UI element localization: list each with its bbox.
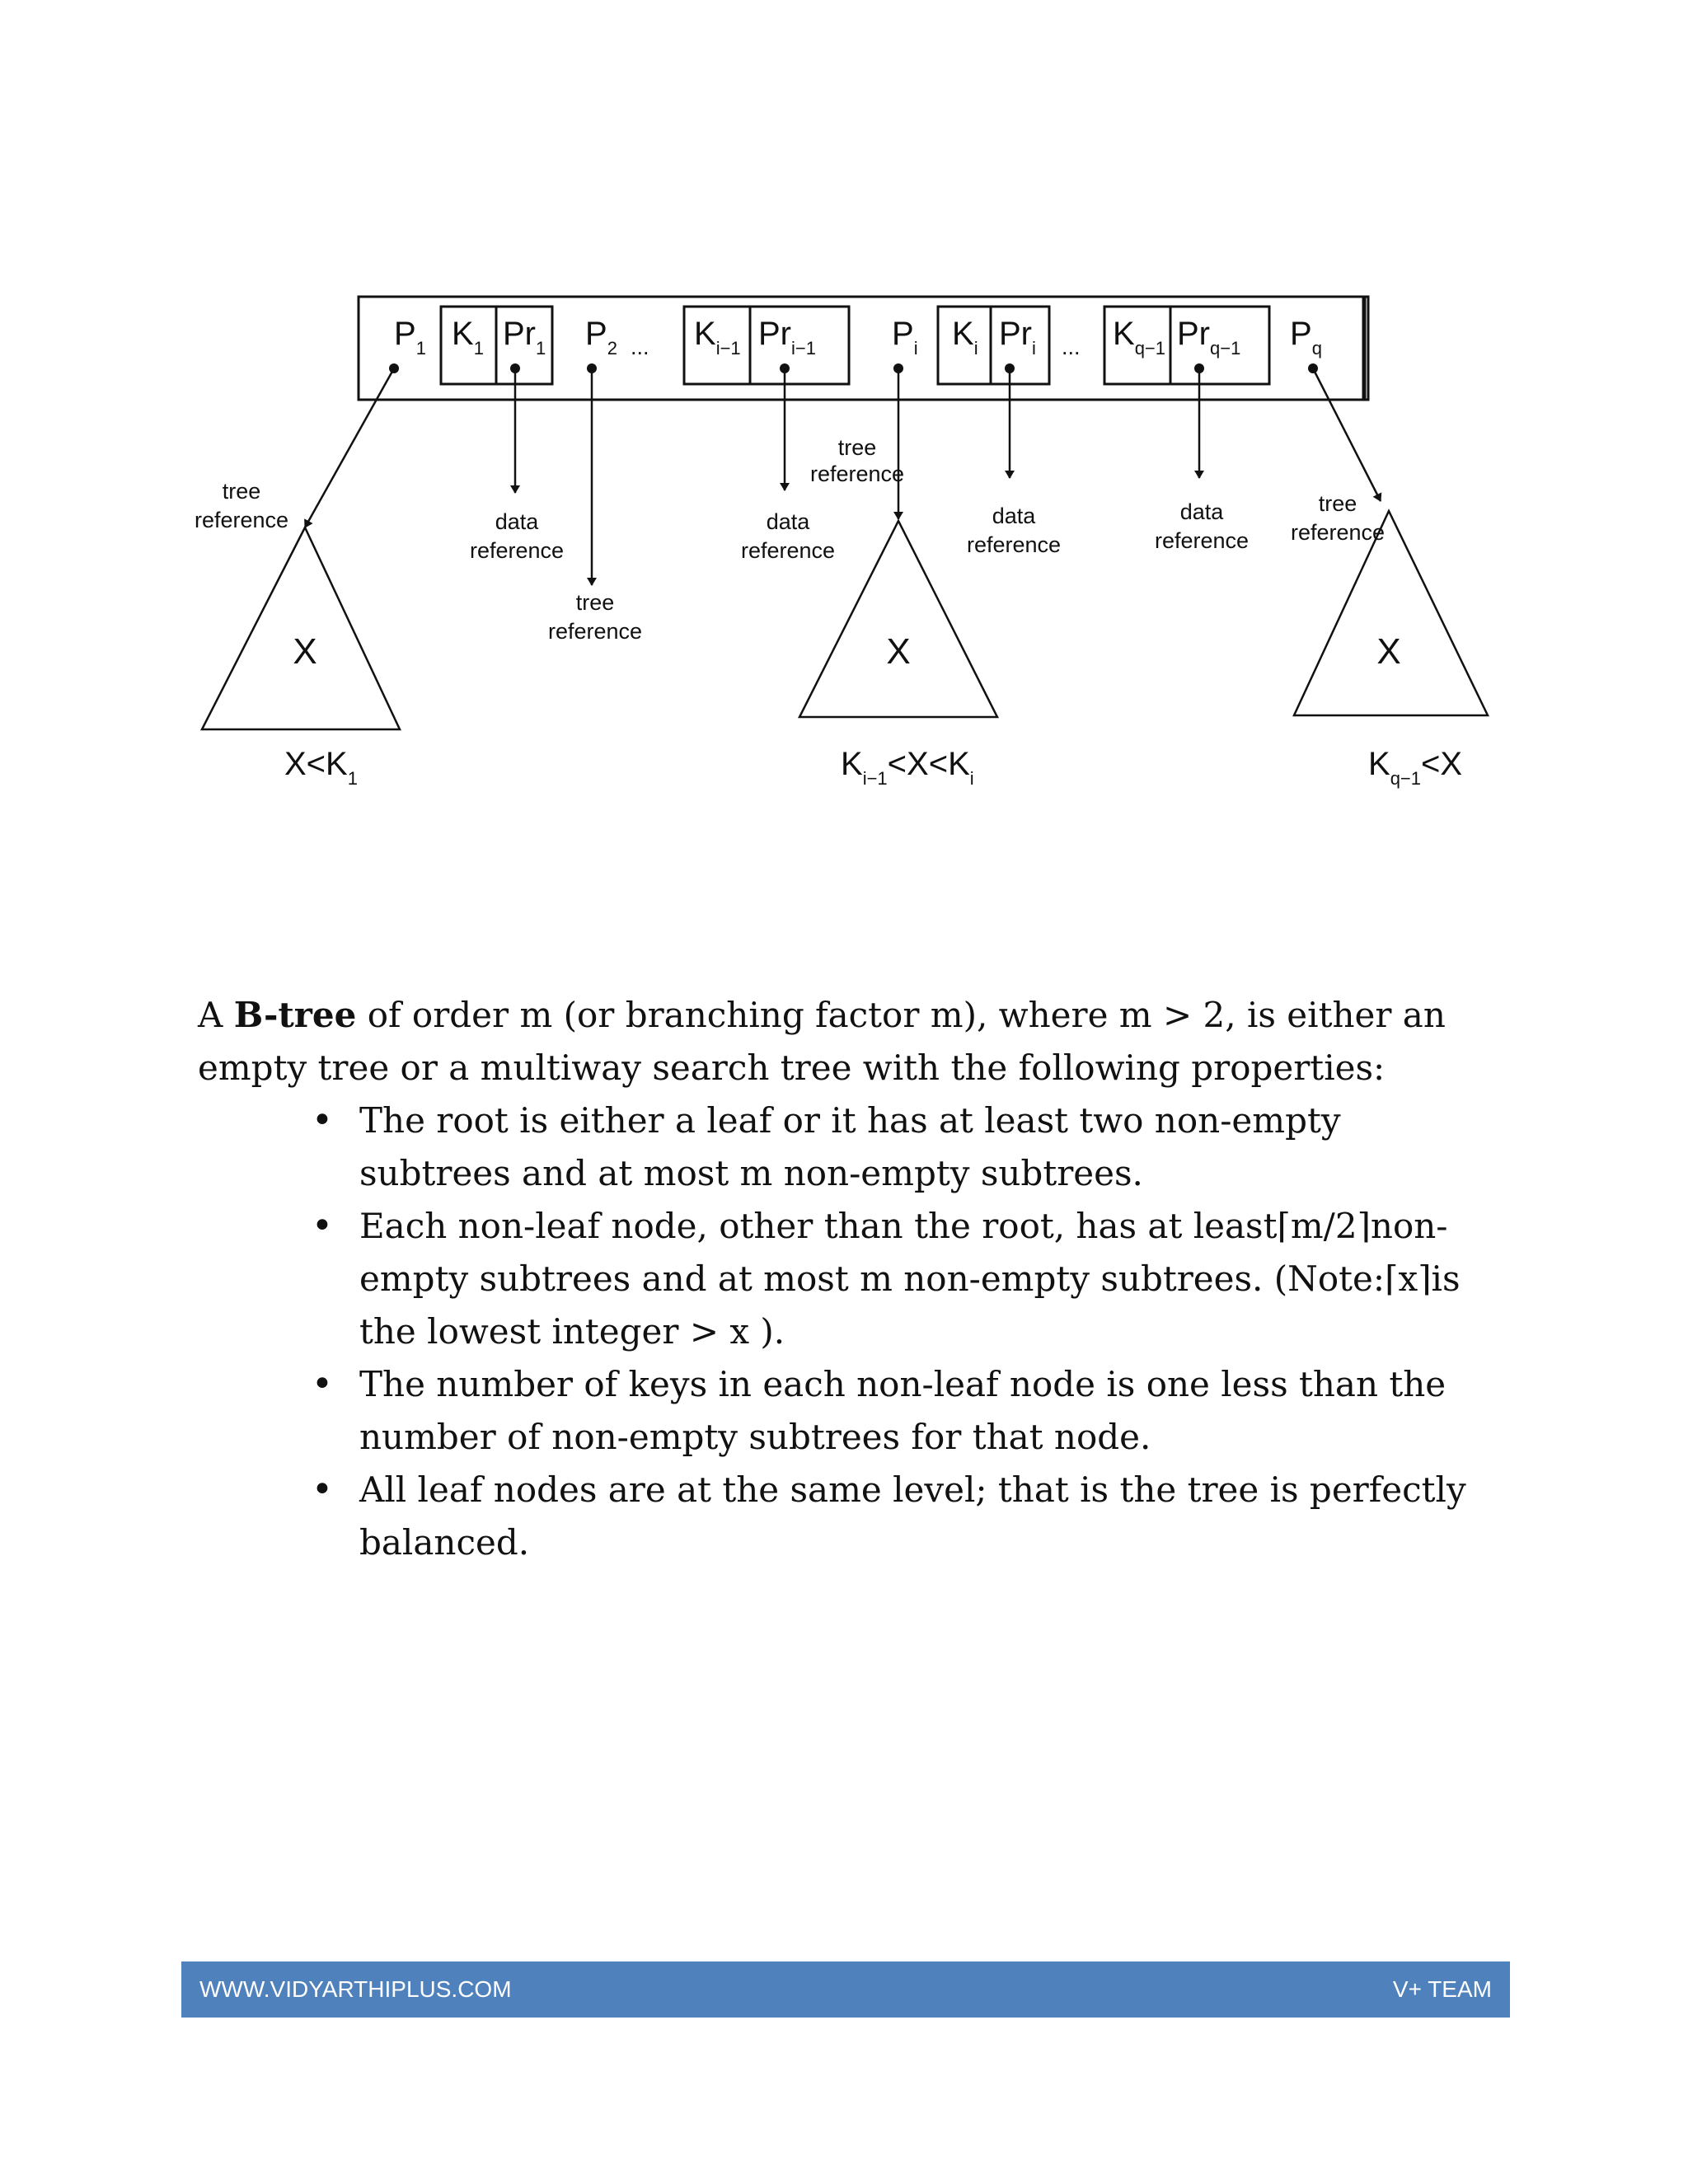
- label-data-4: data: [1179, 499, 1224, 524]
- label-reference-pi: reference: [809, 462, 905, 486]
- label-reference-right: reference: [1290, 520, 1386, 545]
- subtree-left-x: X: [293, 631, 317, 672]
- field-ki: $K_i$: [952, 316, 978, 359]
- label-tree-p2: tree: [575, 590, 615, 615]
- definition-intro: [198, 989, 1484, 1094]
- field-kq-1: $K_{q-1}$: [1113, 316, 1166, 359]
- footer-website: WWW.VIDYARTHIPLUS.COM: [199, 1976, 512, 2002]
- field-ki-1: $K_{i-1}$: [694, 316, 741, 359]
- property-item: • Each non-leaf node, other than the root, has at least⌈m/2⌉non-empty subtrees and at most m non-empty subtrees. (Note:⌈x⌉is the lowest integer > x ).: [198, 1200, 1484, 1358]
- property-item: • The root is either a leaf or it has at least two non-empty subtrees and at most m non-empty subtrees.: [198, 1094, 1484, 1200]
- label-reference-data-3: reference: [966, 532, 1062, 557]
- page-footer: [181, 1961, 1510, 2018]
- field-pi: $P_i$: [892, 316, 918, 359]
- intro-prefix: A: [198, 995, 234, 1035]
- property-list: [198, 1094, 1484, 1569]
- property-item: • The number of keys in each non-leaf node is one less than the number of non-empty subtrees for that node.: [198, 1358, 1484, 1464]
- field-p1: $P_1$: [394, 316, 426, 359]
- label-reference-data-2: reference: [740, 538, 836, 563]
- btree-node-diagram: [190, 280, 1508, 824]
- footer-team: V+ TEAM: [1392, 1976, 1492, 2002]
- label-tree-right: tree: [1318, 491, 1357, 516]
- field-pr1: $Pr_1$: [503, 316, 546, 359]
- subtree-left: [202, 527, 400, 729]
- arrow-pq: [1313, 368, 1381, 501]
- subtree-right-x: X: [1376, 631, 1401, 672]
- label-reference-p2: reference: [547, 619, 643, 644]
- btree-definition: [198, 989, 1484, 1569]
- field-pri: $Pr_i$: [999, 316, 1036, 359]
- field-p2: $P_2$: [585, 316, 617, 359]
- label-data-3: data: [992, 504, 1036, 528]
- btree-term: B-tree: [233, 995, 357, 1035]
- intro-rest: of order m (or branching factor m), where m > 2, is either an empty tree or a multiway search tree with the following properties:: [198, 995, 1446, 1088]
- label-reference-data-1: reference: [469, 538, 565, 563]
- ellipsis-2: ...: [1062, 335, 1081, 359]
- ellipsis-1: ...: [631, 335, 649, 359]
- cond-left: $X<K_1$: [284, 746, 358, 789]
- label-tree-pi: tree: [837, 435, 877, 460]
- field-pri-1: $Pr_{i-1}$: [758, 316, 816, 359]
- field-prq-1: $Pr_{q-1}$: [1177, 316, 1241, 359]
- property-item: • All leaf nodes are at the same level; that is the tree is perfectly balanced.: [198, 1464, 1484, 1569]
- label-reference-left: reference: [194, 508, 289, 532]
- cond-right: $K_{q-1}<X$: [1368, 746, 1463, 789]
- label-reference-data-4: reference: [1154, 528, 1250, 553]
- label-data-1: data: [495, 509, 539, 534]
- subtree-middle-x: X: [886, 631, 911, 672]
- cond-middle: $K_{i-1}<X<K_i$: [841, 746, 974, 789]
- label-tree-left: tree: [222, 479, 261, 504]
- field-pq: $P_q$: [1290, 316, 1322, 359]
- field-k1: $K_1$: [452, 316, 484, 359]
- arrow-p1: [305, 368, 394, 527]
- label-data-2: data: [766, 509, 810, 534]
